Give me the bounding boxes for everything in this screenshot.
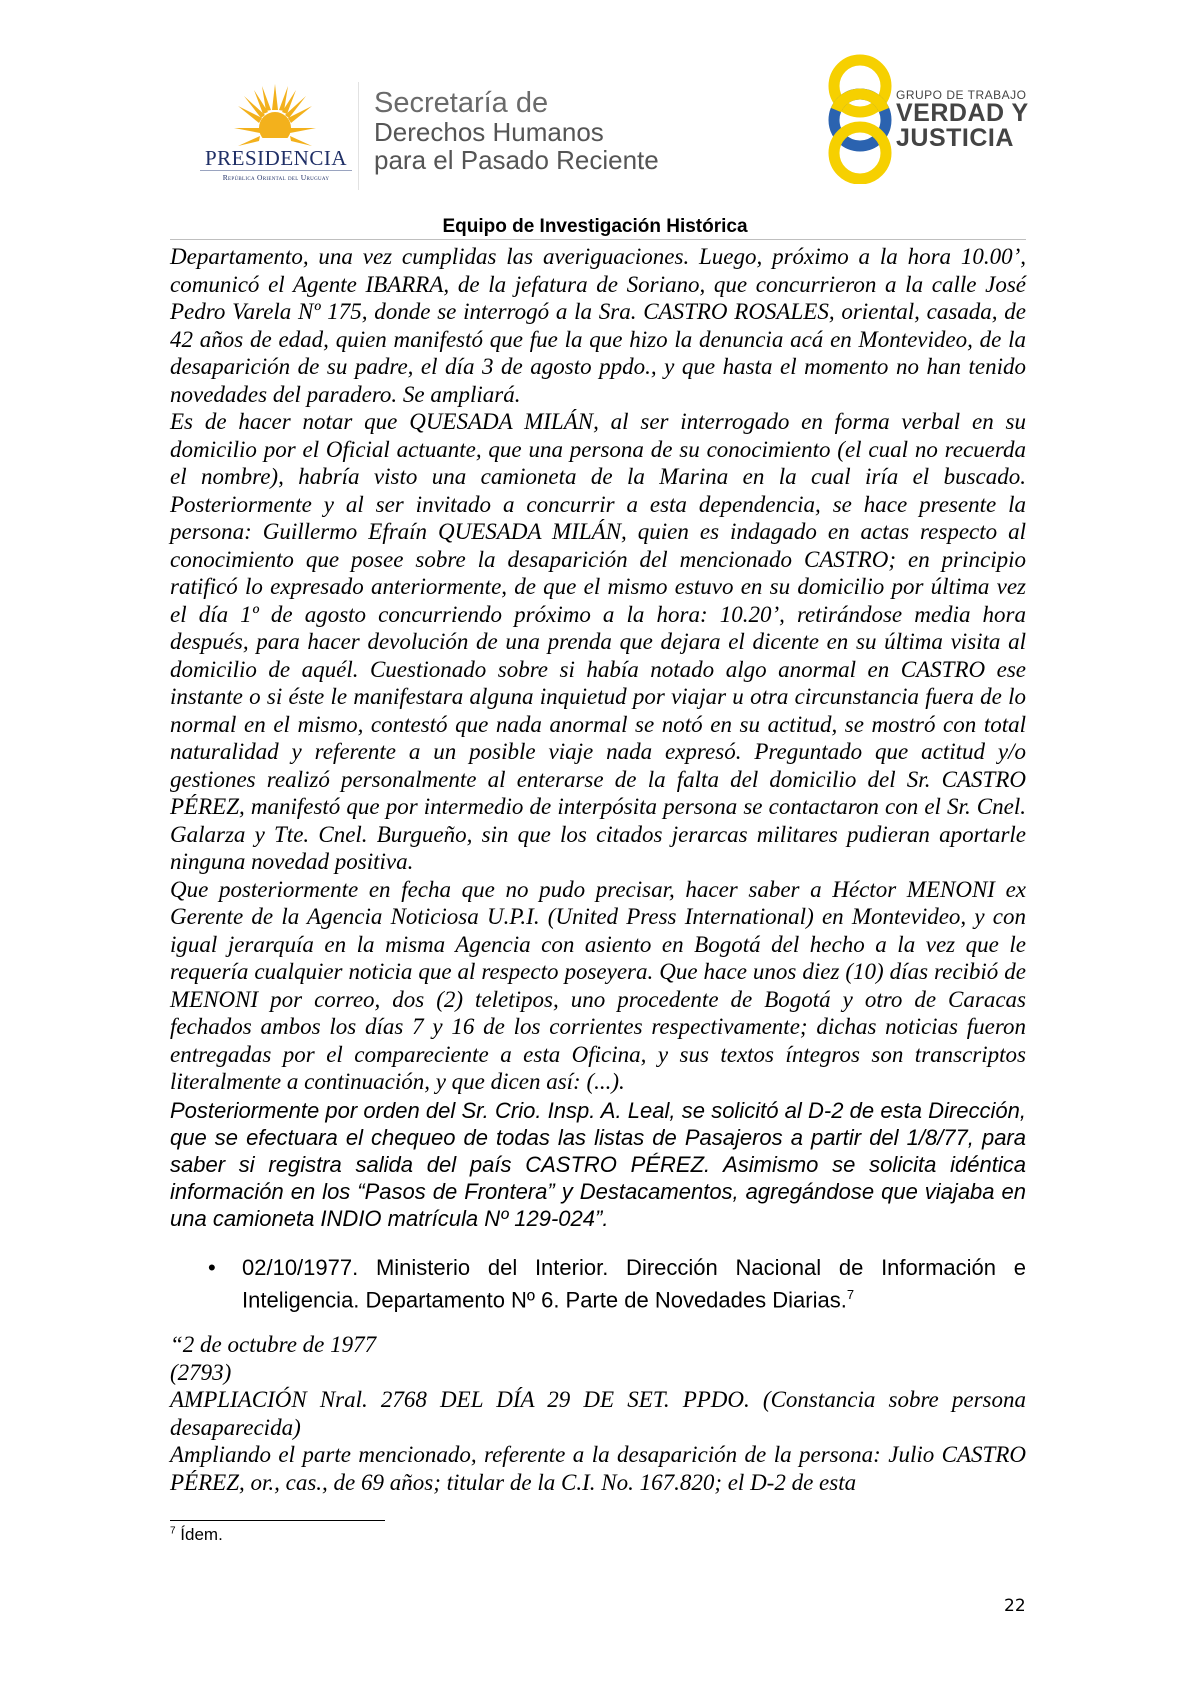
header-rule	[170, 239, 1026, 240]
footnote-number: 7	[170, 1525, 176, 1537]
bullet-label: 02/10/1977. Ministerio del Interior. Dirección Nacional de Información e Inteligencia. Departamento Nº 6. Parte de Novedades Diarias.	[242, 1255, 1026, 1313]
paragraph-4: Posteriormente por orden del Sr. Crio. Insp. A. Leal, se solicitó al D-2 de esta Dirección, que se efectuara el chequeo de todas las listas de Pasajeros a partir del 1/8/77, para saber si registra salida del país CASTRO PÉREZ. Asimismo se solicita idéntica información en los “Pasos de Frontera” y Destacamentos, agregándose que viajaba en una camioneta INDIO matrícula Nº 129-024”.	[170, 1098, 1026, 1231]
bullet-text	[242, 1254, 1026, 1313]
team-title: Equipo de Investigación Histórica	[442, 216, 748, 237]
secretaria-line1: Secretaría de	[374, 87, 549, 119]
footnote-rule	[170, 1520, 385, 1521]
paragraph-1: Departamento, una vez cumplidas las averiguaciones. Luego, próximo a la hora 10.00’, comunicó el Agente IBARRA, de la jefatura de Soriano, que concurrieron a la calle José Pedro Varela Nº 175, donde se interrogó a la Sra. CASTRO ROSALES, oriental, casada, de 42 años de edad, quien manifestó que fue la que hizo la denuncia acá en Montevideo, de la desaparición de su padre, el día 3 de agosto ppdo., y que hasta el momento no han tenido novedades del paradero. Se ampliará.	[170, 244, 1026, 407]
body-serif-text	[170, 243, 1026, 1096]
presidencia-logo	[196, 80, 356, 190]
quote-line-heading: AMPLIACIÓN Nral. 2768 DEL DÍA 29 DE SET. PPDO. (Constancia sobre persona desaparecida)	[170, 1387, 1026, 1440]
quote-line-date: “2 de octubre de 1977	[170, 1332, 377, 1357]
paragraph-3: Que posteriormente en fecha que no pudo precisar, hacer saber a Héctor MENONI ex Gerente de la Agencia Noticiosa U.P.I. (United Press International) en Montevideo, y con igual jerarquía en la misma Agencia con asiento en Bogotá del hecho a la vez que le requería cualquier noticia que al respecto poseyera. Que hace unos diez (10) días recibió de MENONI por correo, dos (2) teletipos, uno procedente de Bogotá y otro de Caracas fechados ambos los días 7 y 16 de los corrientes respectivamente; dichas noticias fueron entregadas por el compareciente a esta Oficina, y sus textos íntegros son transcriptos literalmente a continuación, y que dicen así: (...).	[170, 876, 1026, 1094]
quote-line-body: Ampliando el parte mencionado, referente a la desaparición de la persona: Julio CASTRO PÉREZ, or., cas., de 69 años; titular de la C.I. No. 167.820; el D-2 de esta	[170, 1442, 1026, 1495]
secretaria-line2: Derechos Humanos	[374, 117, 604, 147]
quote-line-number: (2793)	[170, 1359, 232, 1385]
header-divider	[358, 82, 359, 190]
secretaria-line3: para el Pasado Reciente	[374, 145, 659, 175]
footnote	[170, 1525, 223, 1545]
footnote-text: Ídem.	[180, 1525, 223, 1544]
presidencia-name: PRESIDENCIA	[204, 146, 347, 170]
paragraph-2: Es de hacer notar que QUESADA MILÁN, al ser interrogado en forma verbal en su domicilio por el Oficial actuante, que una persona de su conocimiento (el cual no recuerda el nombre), habría visto una camioneta de la Marina en la cual iría el buscado. Posteriormente y al ser invitado a concurrir a esta dependencia, se hace presente la persona: Guillermo Efraín QUESADA MILÁN, quien es indagado en actas respecto al conocimiento que posee sobre la desaparición del mencionado CASTRO; en principio ratificó lo expresado anteriormente, de que el mismo estuvo en su domicilio por última vez el día 1º de agosto concurriendo próximo a la hora: 10.20’, retirándose media hora después, para hacer devolución de una prenda que dejara el dicente en su última visita al domicilio de aquél. Cuestionado sobre si había notado algo anormal en CASTRO ese instante o si éste le manifestara alguna inquietud por viajar u otra circunstancia fuera de lo normal en el mismo, contestó que nada anormal se notó en su actitud, se mostró con total naturalidad y referente a un posible viaje nada expresó. Preguntado que actitud y/o gestiones realizó personalmente al enterarse de la falta del domicilio del Sr. CASTRO PÉREZ, manifestó que por intermedio de interpósita persona se contactaron con el Sr. Cnel. Galarza y Tte. Cnel. Burgueño, sin que los citados jerarcas militares pudieran aportarle ninguna novedad positiva.	[170, 409, 1026, 874]
interlocked-rings-icon	[820, 54, 900, 184]
grupo-line1: GRUPO DE TRABAJO	[896, 88, 1027, 102]
verdad-justicia-logo	[820, 54, 1030, 184]
grupo-line3: JUSTICIA	[896, 124, 1014, 152]
body-sans-text	[170, 1097, 1026, 1232]
presidencia-subtitle: República Oriental del Uruguay	[222, 173, 330, 182]
footnote-ref: 7	[846, 1287, 855, 1302]
page-number: 22	[1004, 1596, 1026, 1616]
bullet-dot: •	[208, 1255, 216, 1280]
sun-emblem-icon	[232, 80, 318, 156]
secretaria-logo-text	[374, 88, 659, 174]
quoted-document	[170, 1331, 1026, 1496]
grupo-line2: VERDAD Y	[896, 99, 1029, 127]
